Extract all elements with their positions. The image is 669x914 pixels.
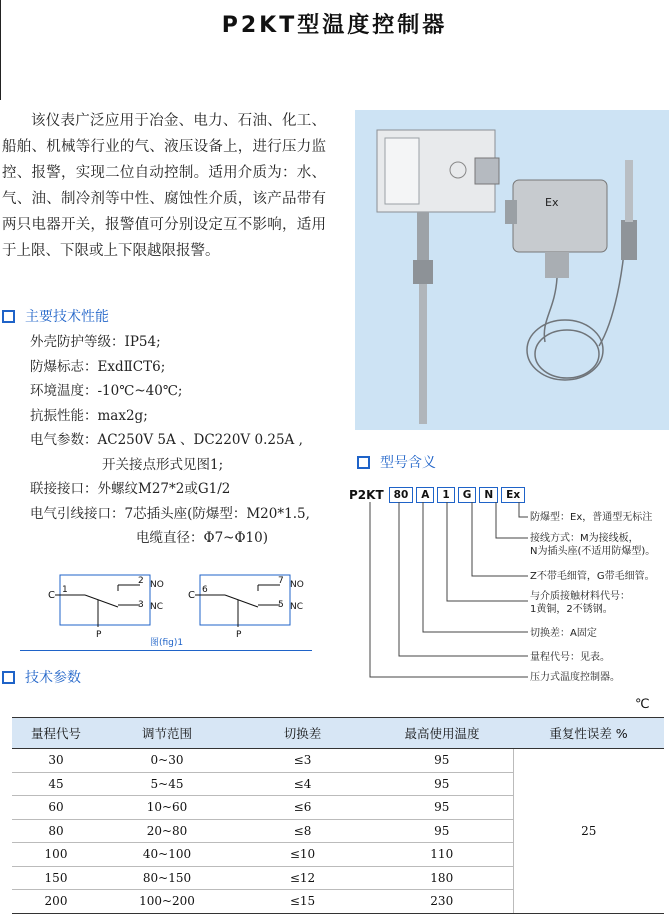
- figure-divider: [20, 650, 312, 651]
- tech-params-heading: [2, 667, 81, 687]
- switch-diagram-right: [195, 575, 290, 627]
- cell-switch-diff: ≤4: [234, 772, 371, 796]
- cell-range-code: 200: [12, 890, 100, 914]
- cell-adjust-range: 80~150: [100, 866, 234, 890]
- code-part-range: 80: [389, 487, 414, 503]
- col-header-switch-diff: 切换差: [234, 718, 371, 749]
- cell-max-temp: 95: [371, 796, 513, 820]
- spec-row: 联接接口：外螺纹M27*2或G1/2: [30, 481, 231, 497]
- main-specs-heading: [2, 306, 109, 326]
- figure-caption: 图(fig)1: [150, 638, 184, 648]
- model-code-prefix: P2KT: [349, 488, 384, 502]
- spec-list: [30, 330, 360, 551]
- code-part-material: 1: [437, 487, 454, 503]
- intro-text: 该仪表广泛应用于冶金、电力、石油、化工、船舶、机械等行业的气、液压设备上，进行压力监控、报警，实现二位自动控制。适用介质为：水、气、油、制冷剂等中性、腐蚀性介质，该产品带有两只电器开关，报警值可分别设定互不影响，适用于上限、下限或上下限越限报警。: [2, 113, 326, 259]
- right-c-label: C: [188, 590, 195, 601]
- right-no-label: NO: [290, 580, 304, 590]
- left-no-label: NO: [150, 580, 164, 590]
- cell-adjust-range: 100~200: [100, 890, 234, 914]
- cell-switch-diff: ≤8: [234, 819, 371, 843]
- note-material-2: 1黄铜，2不锈钢。: [530, 604, 613, 615]
- cell-adjust-range: 40~100: [100, 843, 234, 867]
- cell-range-code: 30: [12, 749, 100, 773]
- cell-switch-diff: ≤3: [234, 749, 371, 773]
- left-c-label: C: [48, 590, 55, 601]
- intro-paragraph: [2, 108, 326, 264]
- left-n1-label: 1: [62, 585, 68, 595]
- cell-range-code: 60: [12, 796, 100, 820]
- note-controller: 压力式温度控制器。: [530, 672, 620, 683]
- spec-row: 电缆直径：Φ7~Φ10): [136, 530, 268, 546]
- tech-params-table: [12, 717, 664, 914]
- square-bullet-icon: [2, 310, 15, 323]
- note-range: 量程代号：见表。: [530, 652, 610, 663]
- cell-switch-diff: ≤10: [234, 843, 371, 867]
- cell-max-temp: 180: [371, 866, 513, 890]
- note-wiring-2: N为插头座(不适用防爆型)。: [530, 546, 656, 557]
- spec-row: 外壳防护等级：IP54;: [30, 334, 161, 350]
- left-n2-label: 2: [138, 576, 144, 586]
- cell-switch-diff: ≤15: [234, 890, 371, 914]
- code-part-wiring: N: [479, 487, 498, 503]
- model-meaning-heading: [357, 452, 436, 472]
- right-n1-label: 6: [202, 585, 208, 595]
- col-header-repeatability: 重复性误差 %: [513, 718, 664, 749]
- cell-switch-diff: ≤6: [234, 796, 371, 820]
- switch-contact-figure: [40, 565, 310, 650]
- product-photo: [355, 110, 669, 430]
- spec-row: 抗振性能：max2g;: [30, 407, 148, 424]
- cell-switch-diff: ≤12: [234, 866, 371, 890]
- note-explosion: 防爆型：Ex，普通型无标注: [530, 512, 653, 523]
- cell-max-temp: 95: [371, 819, 513, 843]
- cell-adjust-range: 0~30: [100, 749, 234, 773]
- table-unit: ℃: [635, 697, 650, 712]
- right-n2-label: 7: [278, 576, 284, 586]
- code-part-capillary: G: [458, 487, 477, 503]
- cell-adjust-range: 20~80: [100, 819, 234, 843]
- note-material-1: 与介质接触材料代号：: [530, 591, 630, 602]
- table-row: [12, 749, 664, 773]
- cell-range-code: 45: [12, 772, 100, 796]
- cell-adjust-range: 5~45: [100, 772, 234, 796]
- square-bullet-icon: [2, 671, 15, 684]
- product-illustration: [355, 110, 669, 430]
- right-n3-label: 5: [278, 600, 284, 610]
- page-title: P2KT型温度控制器: [221, 13, 448, 38]
- right-p-label: P: [236, 630, 242, 640]
- left-nc-label: NC: [150, 602, 164, 612]
- cell-range-code: 80: [12, 819, 100, 843]
- spec-row: 开关接点形式见图1;: [102, 456, 224, 473]
- col-header-range-code: 量程代号: [12, 718, 100, 749]
- col-header-adjust-range: 调节范围: [100, 718, 234, 749]
- cell-max-temp: 110: [371, 843, 513, 867]
- note-wiring-1: 接线方式：M为接线板，: [530, 533, 639, 544]
- spec-row: 环境温度：-10℃~40℃;: [30, 383, 183, 399]
- spec-row: 电气引线接口：7芯插头座(防爆型：M20*1.5,: [30, 505, 310, 522]
- right-nc-label: NC: [290, 602, 304, 612]
- square-bullet-icon: [357, 456, 370, 469]
- cell-max-temp: 95: [371, 772, 513, 796]
- ex-badge: Ex: [545, 196, 559, 209]
- model-meaning-heading-text: 型号含义: [380, 455, 436, 471]
- cell-adjust-range: 10~60: [100, 796, 234, 820]
- spec-row: 电气参数：AC250V 5A 、DC220V 0.25A ,: [30, 432, 303, 448]
- cell-range-code: 150: [12, 866, 100, 890]
- left-n3-label: 3: [138, 600, 144, 610]
- code-part-explosion: Ex: [501, 487, 525, 503]
- note-switch-diff: 切换差：A固定: [530, 628, 597, 639]
- cell-repeatability: 25: [513, 749, 664, 914]
- tech-params-heading-text: 技术参数: [25, 670, 81, 686]
- spec-row: 防爆标志：ExdⅡCT6;: [30, 358, 166, 375]
- note-capillary: Z不带毛细管，G带毛细管。: [530, 571, 655, 582]
- main-specs-heading-text: 主要技术性能: [25, 309, 109, 325]
- code-part-switch-diff: A: [416, 487, 434, 503]
- table-header-row: [12, 718, 664, 749]
- cell-range-code: 100: [12, 843, 100, 867]
- cell-max-temp: 230: [371, 890, 513, 914]
- cell-max-temp: 95: [371, 749, 513, 773]
- col-header-max-temp: 最高使用温度: [371, 718, 513, 749]
- model-connector-lines: [360, 500, 530, 682]
- left-p-label: P: [96, 630, 102, 640]
- switch-diagram-left: [55, 575, 150, 627]
